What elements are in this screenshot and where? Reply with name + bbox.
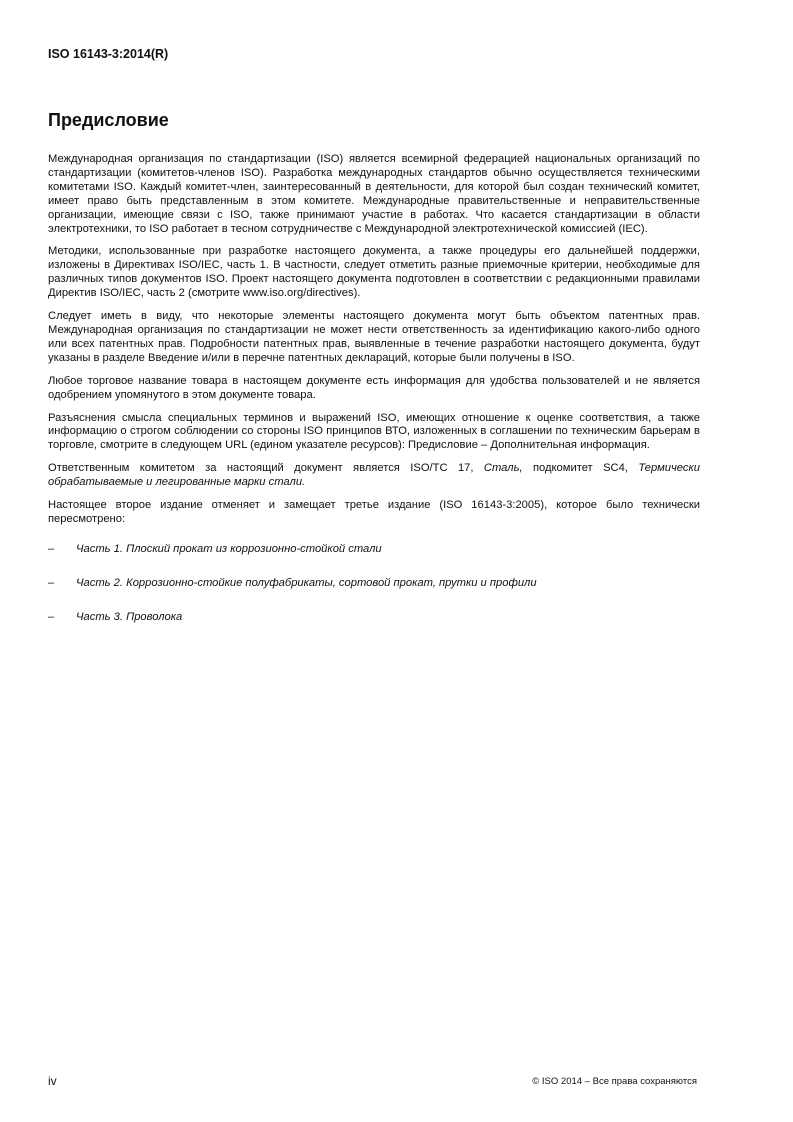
committee-tc-name: Сталь, xyxy=(483,462,523,475)
list-item-text: Часть 3. Проволока xyxy=(76,610,183,623)
committee-sc-name: Термически обрабатываемые и легированные марки стали. xyxy=(48,462,700,489)
page-number: iv xyxy=(48,1074,57,1088)
list-item xyxy=(48,577,700,591)
committee-middle: подкомитет SC4, xyxy=(522,462,639,475)
committee-paragraph xyxy=(48,462,700,490)
list-item xyxy=(48,611,700,625)
list-item xyxy=(48,543,700,557)
list-item-text: Часть 1. Плоский прокат из коррозионно-стойкой стали xyxy=(76,542,382,555)
copyright-notice: © ISO 2014 – Все права сохраняются xyxy=(532,1076,697,1087)
paragraph: Любое торговое название товара в настоящем документе есть информация для удобства пользователей и не является одобрением упомянутого в этом документе товара. xyxy=(48,374,700,401)
list-item-text: Часть 2. Коррозионно-стойкие полуфабрикаты, сортовой прокат, прутки и профили xyxy=(76,576,537,589)
list-dash: – xyxy=(48,576,55,589)
paragraph: Следует иметь в виду, что некоторые элементы настоящего документа могут быть объектом патентных прав. Международная организация по стандартизации не может нести ответственность за идентификацию какого-либо одного или всех патентных прав. Подробности патентных прав, выявленные в течение разработки настоящего документа, будут указаны в разделе Введение и/или в перечне патентных деклараций, которые были получены в ISO. xyxy=(48,310,700,364)
edition-note: Настоящее второе издание отменяет и замещает третье издание (ISO 16143-3:2005), которое было технически пересмотрено: xyxy=(48,499,700,525)
page-title: Предисловие xyxy=(48,110,169,130)
parts-list xyxy=(48,543,700,625)
paragraph: Разъяснения смысла специальных терминов и выражений ISO, имеющих отношение к оценке соответствия, а также информацию о строгом соблюдении со стороны ISO принципов ВТО, изложенных в соглашении по техническим барьерам в торговле, смотрите в следующем URL (едином указателе ресурсов): Предисловие – Дополнительная информация. xyxy=(48,411,700,452)
list-dash: – xyxy=(48,610,55,623)
document-body xyxy=(48,153,700,645)
paragraph: Методики, использованные при разработке настоящего документа, а также процедуры его дальнейшей поддержки, изложены в Директивах ISO/IEC, часть 1. В частности, следует отметить разные приемочные критерии, необходимые для различных типов документов ISO. Проект настоящего документа подготовлен в соответствии с редакционными правилами Директив ISO/IEC, часть 2 (смотрите www.iso.org/directives). xyxy=(48,245,700,300)
committee-prefix: Ответственным комитетом за настоящий документ является ISO/TC 17, xyxy=(48,462,484,475)
paragraph: Международная организация по стандартизации (ISO) является всемирной федерацией национальных организаций по стандартизации (комитетов-членов ISO). Разработка международных стандартов обычно осуществляется техническими комитетами ISO. Каждый комитет-член, заинтересованный в деятельности, для которой был создан технический комитет, имеет право быть представленным в этом комитете. Международные правительственные и неправительственные организации, имеющие связи с ISO, также принимают участие в работах. Что касается стандартизации в области электротехники, то ISO работает в тесном сотрудничестве с Международной электротехнической комиссией (IEC). xyxy=(48,153,700,235)
list-dash: – xyxy=(48,542,55,555)
document-id: ISO 16143-3:2014(R) xyxy=(48,47,169,61)
